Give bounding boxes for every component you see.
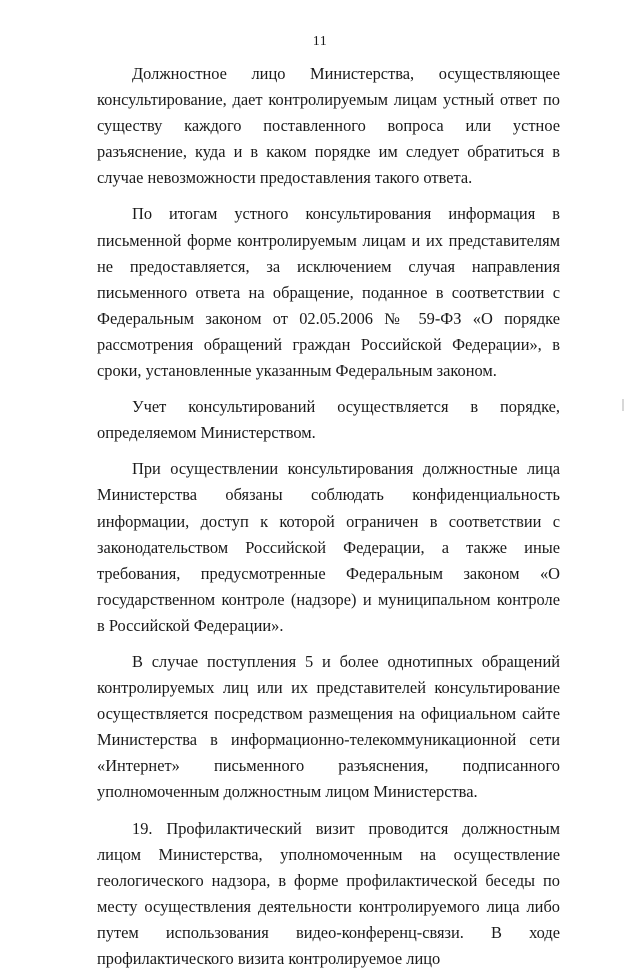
paragraph-written-information: По итогам устного консультирования информация в письменной форме контролируемым лицам и их представителям не предоставляется, за исключением случая направления письменного ответа на обращение, поданное в соответствии с Федеральным законом от 02.05.2006 № 59-ФЗ «О порядке рассмотрения обращений граждан Российской Федерации», в сроки, установленные указанным Федеральным законом. [97, 204, 560, 381]
paragraph-preventive-visit: 19. Профилактический визит проводится должностным лицом Министерства, уполномоченным на осуществление геологического надзора, в форме профилактической беседы по месту осуществления деятельности контролируемого лица либо путем использования видео-конференц-связи. В ходе профилактического визита контролируемое лицо [97, 818, 560, 968]
paragraph-consultation-oral-answer: Должностное лицо Министерства, осуществляющее консультирование, дает контролируемым лицам устный ответ по существу каждого поставленного вопроса или устное разъяснение, куда и в каком порядке им следует обратиться в случае невозможности предоставления такого ответа. [97, 64, 560, 188]
page-number: 11 [312, 34, 328, 49]
paragraph-confidentiality: При осуществлении консультирования должностные лица Министерства обязаны соблюдать конфиденциальность информации, доступ к которой ограничен в соответствии с законодательством Российской Федерации, а также иные требования, предусмотренные Федеральным законом «О государственном контроле (надзоре) и муниципальном контроле в Российской Федерации». [97, 459, 560, 635]
document-body [97, 61, 560, 972]
scan-margin-mark [622, 399, 624, 411]
paragraph-consultation-records: Учет консультирований осуществляется в порядке, определяемом Министерством. [97, 397, 560, 443]
paragraph-written-explanation: В случае поступления 5 и более однотипных обращений контролируемых лиц или их представителей консультирование осуществляется посредством размещения на официальном сайте Министерства в информационно-телекоммуникационной сети «Интернет» письменного разъяснения, подписанного уполномоченным должностным лицом Министерства. [97, 651, 560, 802]
